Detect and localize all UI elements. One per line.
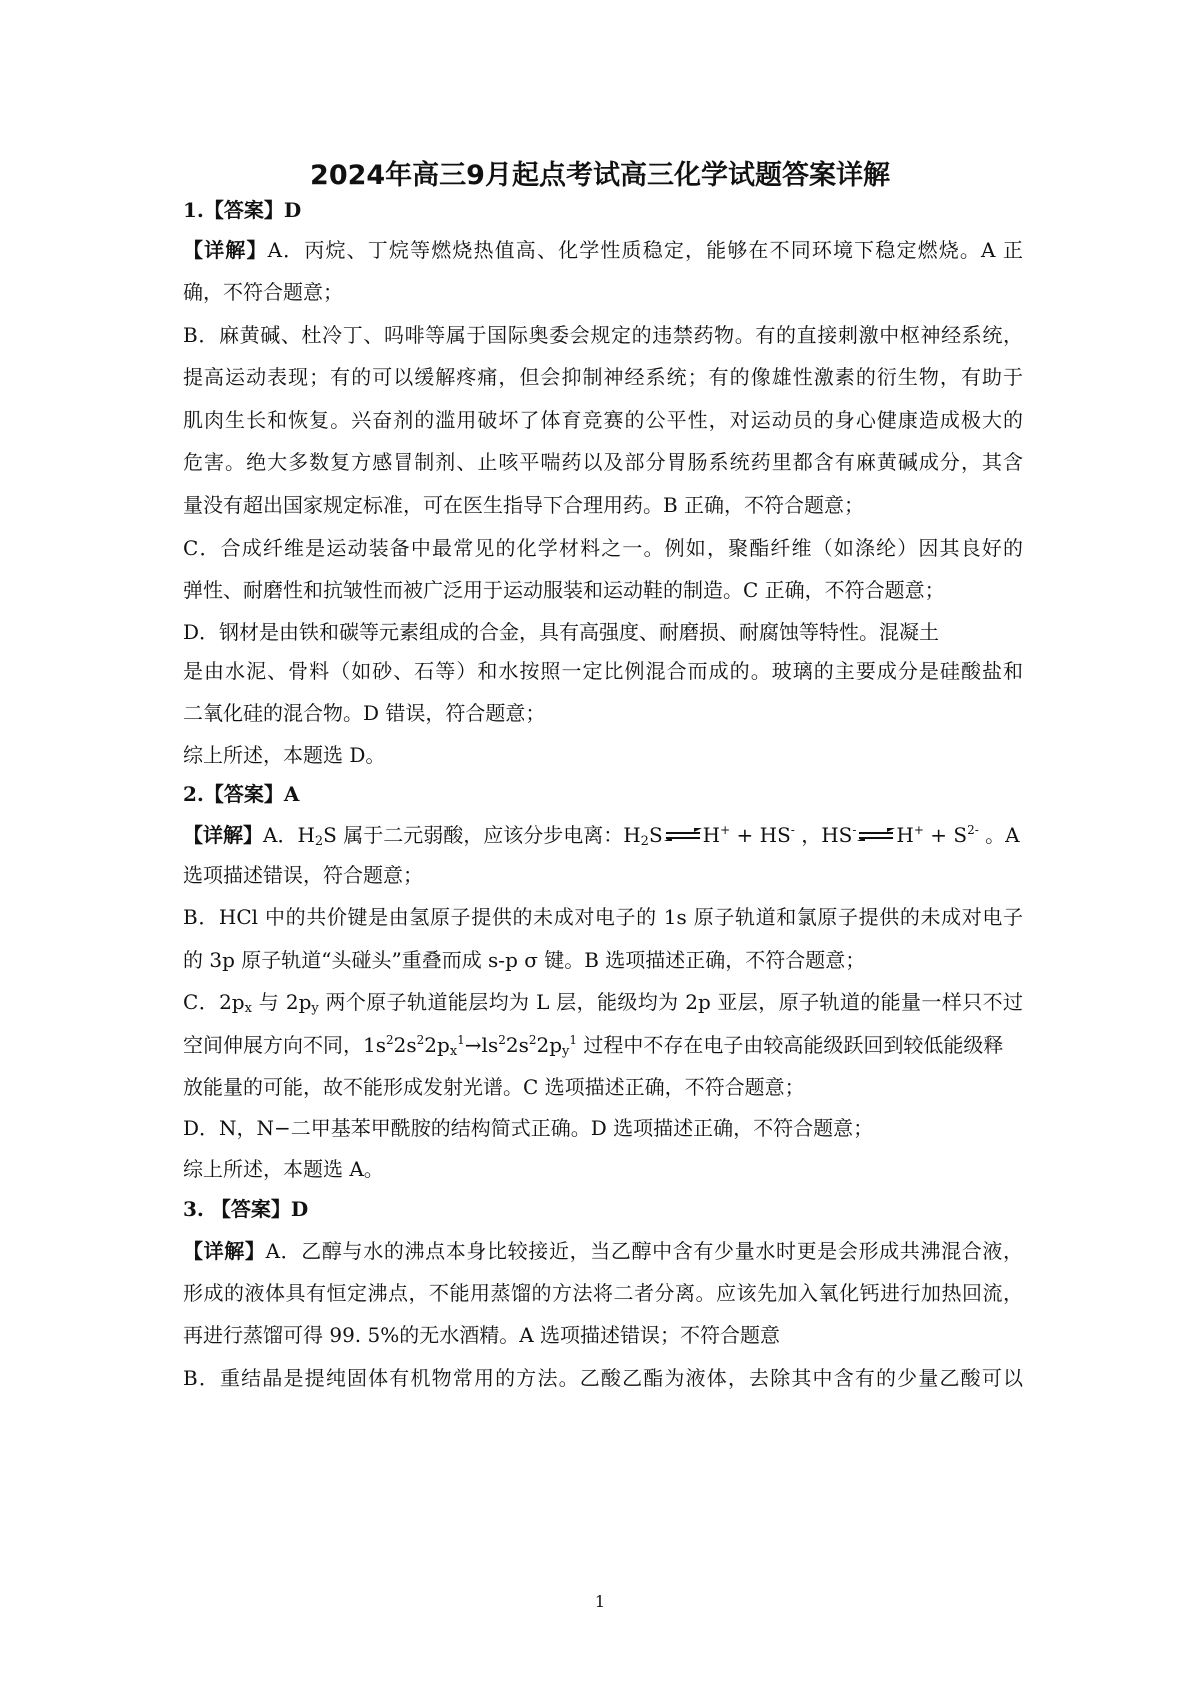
q2-line: 放能量的可能，故不能形成发射光谱。C 选项描述正确，不符合题意； xyxy=(183,1075,805,1099)
q3-line: 形成的液体具有恒定沸点，不能用蒸馏的方法将二者分离。应该先加入氧化钙进行加热回流， xyxy=(183,1281,1023,1305)
q2-text: H xyxy=(896,823,914,847)
q2-text: ，HS xyxy=(794,823,853,847)
q2-text: 两个原子轨道能层均为 L 层，能级均为 2p 亚层，原子轨道的能量一样只不过 xyxy=(318,990,1023,1014)
q3-text: A．乙醇与水的沸点本身比较接近，当乙醇中含有少量水时更是会形成共沸混合液， xyxy=(265,1239,1023,1263)
q1-line: 综上所述，本题选 D。 xyxy=(183,743,386,767)
q2-text: S 属于二元弱酸，应该分步电离：H xyxy=(323,823,641,847)
superscript: + xyxy=(720,823,731,837)
q2-line: D．N，N−二甲基苯甲酰胺的结构简式正确。D 选项描述正确，不符合题意； xyxy=(183,1116,874,1140)
superscript: 2 xyxy=(528,1033,537,1047)
subscript: 2 xyxy=(314,834,324,849)
superscript: 1 xyxy=(457,1033,465,1047)
q1-line: 量没有超出国家规定标准，可在医生指导下合理用药。B 正确，不符合题意； xyxy=(183,493,865,517)
q2-text: 2s xyxy=(505,1033,529,1057)
q2-text: 空间伸展方向不同，1s xyxy=(183,1033,386,1057)
q2-line: 的 3p 原子轨道“头碰头”重叠而成 s-p σ 键。B 选项描述正确，不符合题意； xyxy=(183,948,866,972)
q1-line: 确，不符合题意； xyxy=(183,280,343,304)
subscript: 2 xyxy=(640,834,649,849)
q1-line xyxy=(183,235,1023,265)
q2-answer-heading: 2.【答案】A xyxy=(183,782,300,806)
q2-text: 2s xyxy=(393,1033,417,1057)
q1-line: D．钢材是由铁和碳等元素组成的合金，具有高强度、耐磨损、耐腐蚀等特性。混凝土 xyxy=(183,620,940,644)
q3-answer-heading: 3. 【答案】D xyxy=(183,1197,309,1221)
q1-line: 是由水泥、骨料（如砂、石等）和水按照一定比例混合而成的。玻璃的主要成分是硅酸盐和 xyxy=(183,659,1023,683)
q2-text: 2p xyxy=(536,1033,563,1057)
q2-text: 。A xyxy=(978,823,1020,847)
subscript: y xyxy=(562,1044,570,1059)
q2-text: A．H xyxy=(263,823,315,847)
q2-line xyxy=(183,1030,1023,1060)
q1-line: 提高运动表现；有的可以缓解疼痛，但会抑制神经系统；有的像雄性激素的衍生物，有助于 xyxy=(183,365,1023,389)
superscript: 2 xyxy=(416,1033,425,1047)
q1-line: B．麻黄碱、杜冷丁、吗啡等属于国际奥委会规定的违禁药物。有的直接刺激中枢神经系统， xyxy=(183,323,1023,347)
q3-line: 再进行蒸馏可得 99. 5%的无水酒精。A 选项描述错误；不符合题意 xyxy=(183,1323,781,1347)
q2-line: 选项描述错误，符合题意； xyxy=(183,863,423,887)
q2-line: 综上所述，本题选 A。 xyxy=(183,1157,384,1181)
q2-text: C．2p xyxy=(183,990,245,1014)
q2-text: H xyxy=(702,823,721,847)
superscript: - xyxy=(790,823,795,837)
superscript: 2- xyxy=(967,823,979,837)
superscript: 1 xyxy=(569,1033,578,1047)
q3-line xyxy=(183,1236,1023,1266)
q2-text: →ls xyxy=(464,1033,499,1057)
subscript: x xyxy=(244,1001,252,1016)
superscript: 2 xyxy=(386,1033,394,1047)
q1-text: A．丙烷、丁烷等燃烧热值高、化学性质稳定，能够在不同环境下稳定燃烧。A 正 xyxy=(267,238,1023,262)
detail-tag: 【详解】 xyxy=(183,238,268,262)
equilibrium-arrow-icon xyxy=(664,829,702,841)
subscript: x xyxy=(449,1044,458,1059)
superscript: 2 xyxy=(498,1033,506,1047)
detail-tag: 【详解】 xyxy=(183,1239,266,1263)
q2-line xyxy=(183,987,1023,1017)
q2-text: S xyxy=(648,823,663,847)
q3-line: B．重结晶是提纯固体有机物常用的方法。乙酸乙酯为液体，去除其中含有的少量乙酸可以 xyxy=(183,1366,1023,1390)
q2-line: B．HCl 中的共价键是由氢原子提供的未成对电子的 1s 原子轨道和氯原子提供的未成对电子 xyxy=(183,905,1023,929)
q1-answer-heading: 1.【答案】D xyxy=(183,198,302,222)
q1-line: 肌肉生长和恢复。兴奋剂的滥用破坏了体育竞赛的公平性，对运动员的身心健康造成极大的 xyxy=(183,408,1023,432)
page-number: 1 xyxy=(594,1592,606,1611)
q2-text: 2p xyxy=(424,1033,450,1057)
q1-line: 二氧化硅的混合物。D 错误，符合题意； xyxy=(183,701,546,725)
equilibrium-arrow-icon xyxy=(857,829,895,841)
q2-line xyxy=(183,820,1023,850)
q2-text: 与 2p xyxy=(251,990,312,1014)
q1-line: 弹性、耐磨性和抗皱性而被广泛用于运动服装和运动鞋的制造。C 正确，不符合题意； xyxy=(183,578,945,602)
superscript: + xyxy=(913,823,924,837)
q2-text: 过程中不存在电子由较高能级跃回到较低能级释 xyxy=(577,1033,1004,1057)
superscript: - xyxy=(852,823,857,837)
subscript: y xyxy=(311,1001,319,1016)
detail-tag: 【详解】 xyxy=(183,823,263,847)
q1-line: 危害。绝大多数复方感冒制剂、止咳平喘药以及部分胃肠系统药里都含有麻黄碱成分，其含 xyxy=(183,450,1023,474)
q2-text: + HS xyxy=(730,823,791,847)
q2-text: + S xyxy=(923,823,968,847)
q1-line: C．合成纤维是运动装备中最常见的化学材料之一。例如，聚酯纤维（如涤纶）因其良好的 xyxy=(183,536,1023,560)
document-title: 2024年高三9月起点考试高三化学试题答案详解 xyxy=(310,160,890,191)
